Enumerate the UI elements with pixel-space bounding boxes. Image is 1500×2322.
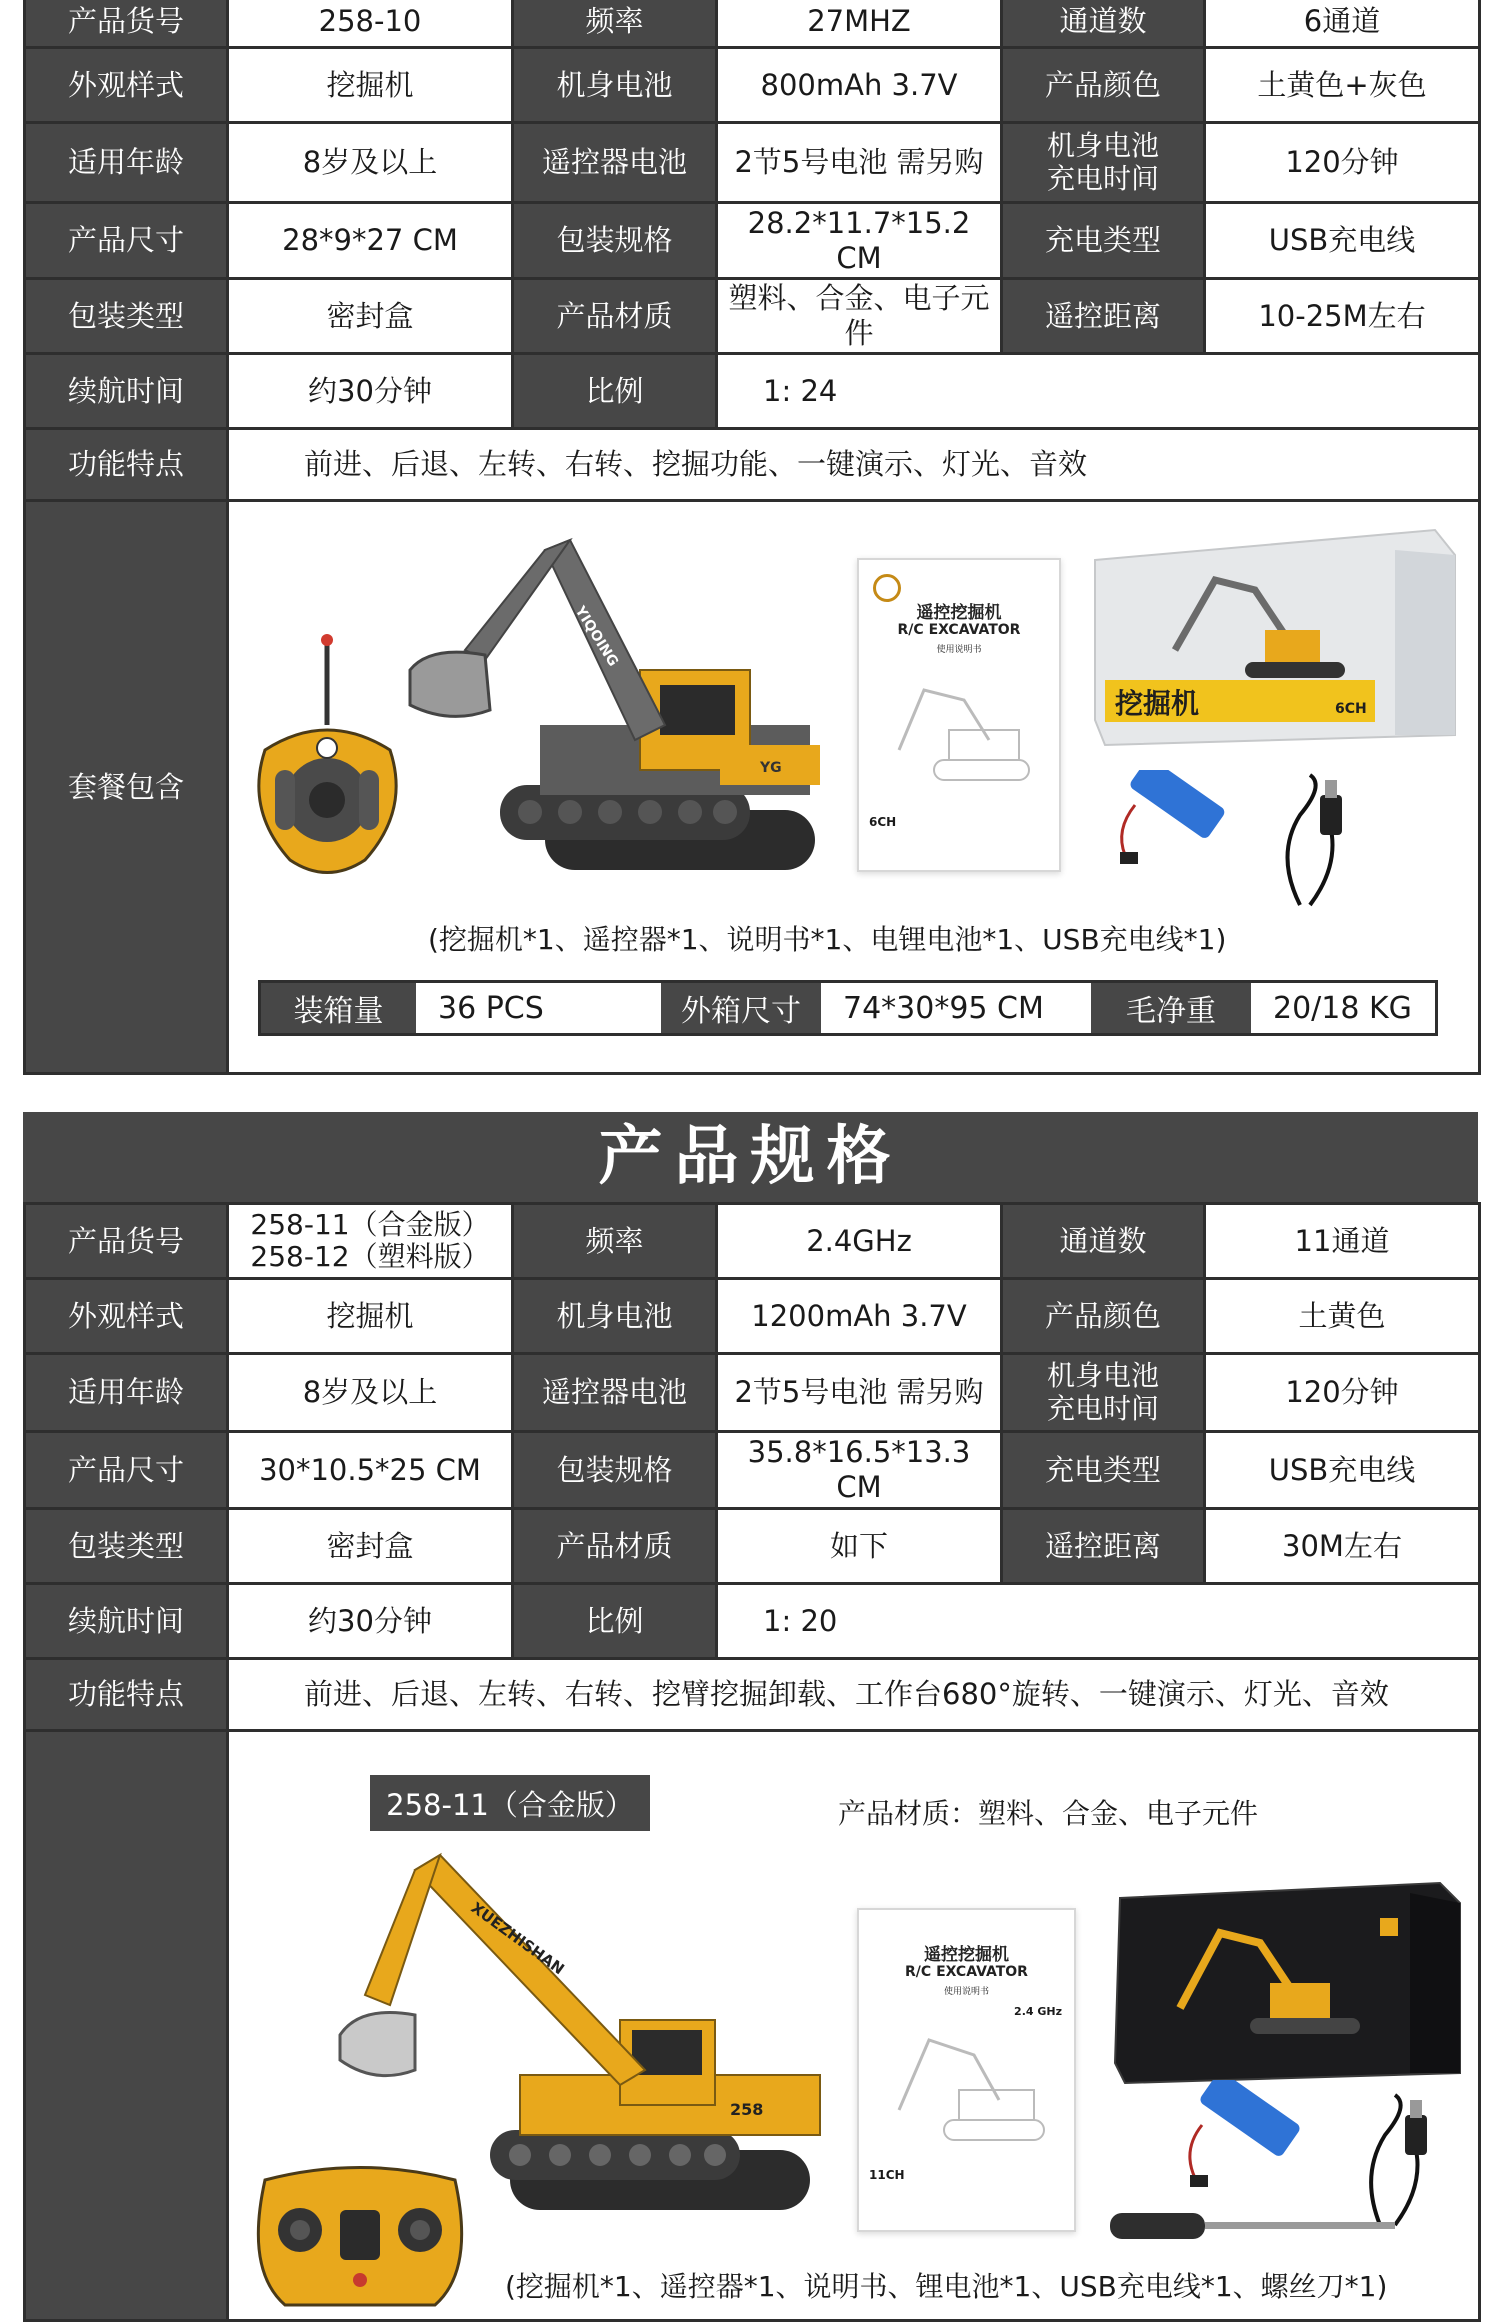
spec-label: 产品尺寸	[25, 203, 228, 279]
screwdriver-image	[1105, 2205, 1405, 2245]
kit-label: 套餐包含	[25, 501, 228, 1074]
spec-value: 258-10	[228, 0, 513, 48]
spec-label: 机身电池	[513, 48, 717, 123]
spec-value: 30M左右	[1205, 1509, 1480, 1584]
spec-row	[25, 1584, 1480, 1659]
spec-label: 续航时间	[25, 1584, 228, 1659]
spec-label: 包装规格	[513, 203, 717, 279]
spec-label: 产品货号	[25, 1204, 228, 1279]
spec-value: 2节5号电池 需另购	[717, 1354, 1002, 1432]
carton-qty-value: 36 PCS	[416, 983, 661, 1033]
spec-row	[25, 279, 1480, 354]
spec-value: 约30分钟	[228, 354, 513, 429]
spec-row	[25, 429, 1480, 501]
spec-label: 遥控器电池	[513, 123, 717, 203]
spec-label: 外观样式	[25, 1279, 228, 1354]
spec-label: 充电类型	[1002, 1432, 1205, 1509]
svg-text:YG: YG	[760, 760, 782, 776]
spec-label: 遥控器电池	[513, 1354, 717, 1432]
spec-label: 续航时间	[25, 354, 228, 429]
features-value: 前进、后退、左转、右转、挖掘功能、一键演示、灯光、音效	[228, 429, 1480, 501]
spec-value: 258-11（合金版） 258-12（塑料版）	[228, 1204, 513, 1279]
battery-image	[1105, 770, 1235, 880]
packing-info-row	[258, 980, 1438, 1036]
spec-label: 产品货号	[25, 0, 228, 48]
spec-value: 密封盒	[228, 1509, 513, 1584]
spec-value: 6通道	[1205, 0, 1480, 48]
box-badge: 6CH	[1335, 701, 1367, 717]
spec-value: 1200mAh 3.7V	[717, 1279, 1002, 1354]
spec-row	[25, 1354, 1480, 1432]
spec-value: 1: 20	[717, 1584, 1480, 1659]
kit-caption: (挖掘机*1、遥控器*1、说明书*1、电锂电池*1、USB充电线*1)	[428, 923, 1227, 956]
spec-row	[25, 354, 1480, 429]
spec-value: 土黄色+灰色	[1205, 48, 1480, 123]
battery-image	[1170, 2080, 1320, 2200]
spec-value: 塑料、合金、电子元件	[717, 279, 1002, 354]
spec-value: 1: 24	[717, 354, 1480, 429]
spec-label: 适用年龄	[25, 123, 228, 203]
spec-row	[25, 203, 1480, 279]
spec-label: 比例	[513, 354, 717, 429]
spec-label: 机身电池	[513, 1279, 717, 1354]
spec-value: 2节5号电池 需另购	[717, 123, 1002, 203]
spec-label: 频率	[513, 0, 717, 48]
usb-cable-image	[1270, 765, 1380, 915]
kit-label	[25, 1731, 228, 2321]
spec-row	[25, 0, 1480, 48]
spec-label: 产品材质	[513, 279, 717, 354]
spec-label: 功能特点	[25, 1659, 228, 1731]
spec-row	[25, 1509, 1480, 1584]
spec-label: 产品尺寸	[25, 1432, 228, 1509]
spec-title: 产品规格	[23, 1112, 1478, 1202]
spec-label: 包装类型	[25, 279, 228, 354]
instruction-manual-image: 遥控挖掘机 R/C EXCAVATOR 使用说明书 2.4 GHz 11CH	[857, 1908, 1076, 2232]
weight-value: 20/18 KG	[1251, 983, 1435, 1033]
spec-label: 频率	[513, 1204, 717, 1279]
spec-value: 120分钟	[1205, 123, 1480, 203]
spec-value: 8岁及以上	[228, 1354, 513, 1432]
spec-label: 遥控距离	[1002, 279, 1205, 354]
spec-value: 27MHZ	[717, 0, 1002, 48]
version-tag: 258-11（合金版）	[370, 1775, 650, 1831]
spec-value: 10-25M左右	[1205, 279, 1480, 354]
spec-value: 土黄色	[1205, 1279, 1480, 1354]
spec-label: 遥控距离	[1002, 1509, 1205, 1584]
spec-value: 30*10.5*25 CM	[228, 1432, 513, 1509]
spec-row	[25, 123, 1480, 203]
spec-label: 包装规格	[513, 1432, 717, 1509]
spec-row	[25, 1659, 1480, 1731]
carton-qty-label: 装箱量	[261, 983, 416, 1033]
spec-row	[25, 48, 1480, 123]
material-note: 产品材质：塑料、合金、电子元件	[838, 1797, 1259, 1830]
retail-box-image	[1110, 1878, 1465, 2088]
carton-size-label: 外箱尺寸	[661, 983, 821, 1033]
spec-label: 外观样式	[25, 48, 228, 123]
spec-label: 通道数	[1002, 1204, 1205, 1279]
carton-size-value: 74*30*95 CM	[821, 983, 1091, 1033]
spec-label: 功能特点	[25, 429, 228, 501]
truck-brand: XUEZHISHAN	[467, 1898, 568, 1979]
remote-controller-image	[245, 2150, 475, 2315]
spec-value: 密封盒	[228, 279, 513, 354]
spec-value: USB充电线	[1205, 1432, 1480, 1509]
spec-value: 120分钟	[1205, 1354, 1480, 1432]
spec-value: 28.2*11.7*15.2 CM	[717, 203, 1002, 279]
spec-value: 28*9*27 CM	[228, 203, 513, 279]
spec-value: 挖掘机	[228, 1279, 513, 1354]
spec-label: 产品材质	[513, 1509, 717, 1584]
remote-controller-image	[245, 630, 410, 890]
spec-label: 产品颜色	[1002, 1279, 1205, 1354]
retail-box-image	[1085, 520, 1465, 750]
spec-label: 比例	[513, 1584, 717, 1659]
spec-value: 2.4GHz	[717, 1204, 1002, 1279]
truck-brand: YIQOING	[571, 603, 621, 670]
spec-label: 通道数	[1002, 0, 1205, 48]
kit-caption: (挖掘机*1、遥控器*1、说明书、锂电池*1、USB充电线*1、螺丝刀*1)	[505, 2270, 1388, 2303]
spec-value: 约30分钟	[228, 1584, 513, 1659]
features-value: 前进、后退、左转、右转、挖臂挖掘卸载、工作台680°旋转、一键演示、灯光、音效	[228, 1659, 1480, 1731]
instruction-manual-image: 遥控挖掘机 R/C EXCAVATOR 使用说明书 6CH	[857, 558, 1061, 872]
spec-row	[25, 1204, 1480, 1279]
spec-value: 35.8*16.5*13.3 CM	[717, 1432, 1002, 1509]
spec-label: 机身电池 充电时间	[1002, 1354, 1205, 1432]
spec-label: 机身电池 充电时间	[1002, 123, 1205, 203]
spec-row	[25, 1432, 1480, 1509]
spec-label: 适用年龄	[25, 1354, 228, 1432]
spec-label: 充电类型	[1002, 203, 1205, 279]
truck-number: 258	[730, 2100, 764, 2119]
excavator-image	[390, 510, 840, 900]
spec-value: 如下	[717, 1509, 1002, 1584]
spec-row	[25, 1279, 1480, 1354]
box-label: 挖掘机	[1115, 687, 1200, 720]
spec-value: 8岁及以上	[228, 123, 513, 203]
spec-value: USB充电线	[1205, 203, 1480, 279]
weight-label: 毛净重	[1091, 983, 1251, 1033]
spec-value: 挖掘机	[228, 48, 513, 123]
spec-value: 800mAh 3.7V	[717, 48, 1002, 123]
spec-label: 包装类型	[25, 1509, 228, 1584]
spec-label: 产品颜色	[1002, 48, 1205, 123]
spec-value: 11通道	[1205, 1204, 1480, 1279]
